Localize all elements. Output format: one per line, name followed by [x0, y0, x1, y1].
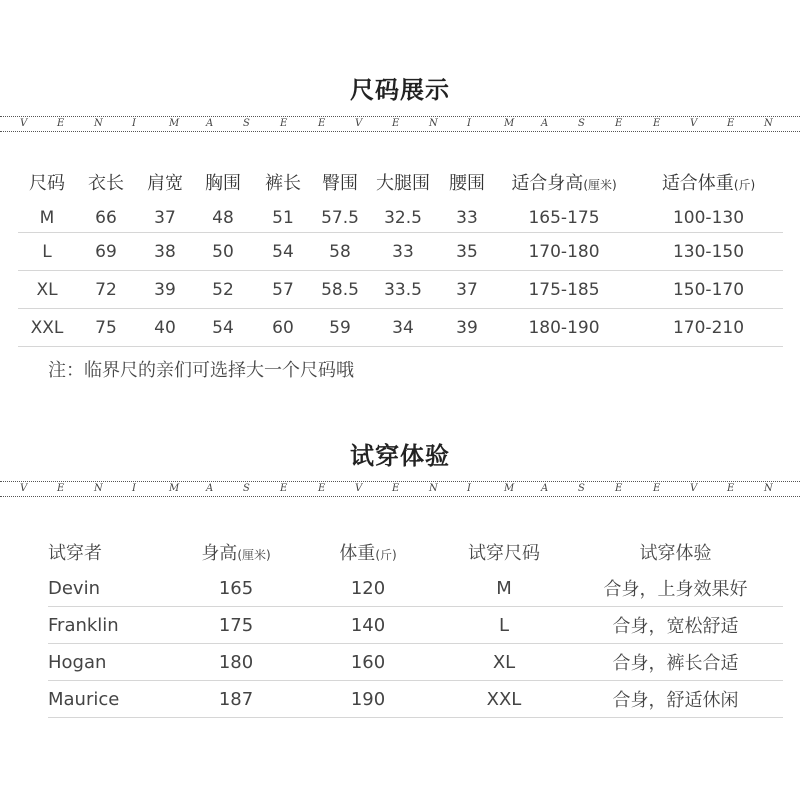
table-cell: 54 [194, 309, 252, 347]
table-cell: 39 [440, 309, 494, 347]
header-size: 尺码 [29, 173, 65, 194]
divider-letter: E [57, 118, 65, 129]
trial-title: 试穿体验 [350, 442, 450, 470]
divider-letter: N [764, 118, 773, 129]
divider-letter: A [206, 118, 214, 129]
table-cell: L [440, 607, 568, 644]
table-cell: Hogan [48, 644, 176, 681]
table-cell: 170-180 [494, 233, 634, 271]
table-cell: XXL [440, 681, 568, 718]
divider-letter: V [20, 118, 28, 129]
divider-letter: E [615, 118, 623, 129]
table-row [48, 607, 783, 644]
table-cell: 33.5 [366, 271, 440, 309]
table-cell: 52 [194, 271, 252, 309]
divider-letter: E [280, 118, 288, 129]
header-fit-weight: 适合体重(斤) [661, 173, 756, 194]
divider-letter: E [727, 118, 735, 129]
table-cell: 51 [252, 204, 314, 233]
table-cell: 34 [366, 309, 440, 347]
table-cell: 165-175 [494, 204, 634, 233]
table-cell: 160 [296, 644, 440, 681]
table-cell: Franklin [48, 607, 176, 644]
table-cell: 39 [136, 271, 194, 309]
header-length: 衣长 [88, 173, 124, 194]
header-thigh: 大腿围 [376, 173, 430, 194]
divider-letter: E [653, 483, 661, 494]
table-cell: 140 [296, 607, 440, 644]
header-hip: 臀围 [322, 173, 358, 194]
divider-letter: M [504, 483, 515, 494]
table-cell: 190 [296, 681, 440, 718]
table-cell: XXL [18, 309, 76, 347]
table-cell: L [18, 233, 76, 271]
divider-letter: E [57, 483, 65, 494]
table-cell: 120 [296, 570, 440, 607]
divider-letter: E [392, 483, 400, 494]
header-trial-experience: 试穿体验 [639, 543, 712, 564]
divider-letter: S [243, 483, 250, 494]
table-cell: M [440, 570, 568, 607]
header-weight: 体重(斤) [339, 543, 397, 564]
table-cell: 69 [76, 233, 136, 271]
table-cell: 187 [176, 681, 296, 718]
table-cell: 合身，舒适休闲 [568, 681, 783, 718]
divider-letter: E [318, 483, 326, 494]
table-cell: 32.5 [366, 204, 440, 233]
header-pants-length: 裤长 [265, 173, 301, 194]
divider-letter: V [355, 118, 363, 129]
table-cell: 50 [194, 233, 252, 271]
table-cell: 37 [136, 204, 194, 233]
table-cell: 58.5 [314, 271, 366, 309]
divider-letter: V [690, 118, 698, 129]
table-cell: 100-130 [634, 204, 783, 233]
divider-letter: I [132, 118, 136, 129]
decorative-divider [0, 481, 800, 497]
divider-letter: E [727, 483, 735, 494]
divider-letter: M [504, 118, 515, 129]
divider-letter: I [467, 118, 471, 129]
divider-letter: S [578, 118, 585, 129]
divider-letter: E [615, 483, 623, 494]
divider-letter: A [541, 118, 549, 129]
header-shoulder: 肩宽 [147, 173, 183, 194]
table-cell: 175-185 [494, 271, 634, 309]
header-height: 身高(厘米) [201, 543, 271, 564]
table-cell: 59 [314, 309, 366, 347]
divider-letter: A [206, 483, 214, 494]
table-cell: 54 [252, 233, 314, 271]
table-cell: 60 [252, 309, 314, 347]
table-cell: 57 [252, 271, 314, 309]
table-cell: 180-190 [494, 309, 634, 347]
decorative-divider [0, 116, 800, 132]
table-cell: 合身，上身效果好 [568, 570, 783, 607]
divider-letter: M [169, 118, 180, 129]
table-row [18, 233, 783, 271]
table-cell: 150-170 [634, 271, 783, 309]
table-cell: 180 [176, 644, 296, 681]
divider-letter: E [280, 483, 288, 494]
header-fit-height: 适合身高(厘米) [511, 173, 617, 194]
header-waist: 腰围 [449, 173, 485, 194]
table-cell: Devin [48, 570, 176, 607]
table-cell: Maurice [48, 681, 176, 718]
divider-letter: S [243, 118, 250, 129]
table-row [48, 681, 783, 718]
header-chest: 胸围 [205, 173, 241, 194]
divider-letter: E [392, 118, 400, 129]
table-cell: 72 [76, 271, 136, 309]
divider-letter: V [355, 483, 363, 494]
divider-letter: A [541, 483, 549, 494]
table-cell: 170-210 [634, 309, 783, 347]
divider-letter: N [429, 118, 438, 129]
divider-letter: M [169, 483, 180, 494]
table-cell: 40 [136, 309, 194, 347]
header-tester: 试穿者 [48, 543, 102, 564]
table-cell: 175 [176, 607, 296, 644]
table-cell: 130-150 [634, 233, 783, 271]
table-cell: 33 [440, 204, 494, 233]
divider-letter: N [429, 483, 438, 494]
table-cell: 58 [314, 233, 366, 271]
table-cell: M [18, 204, 76, 233]
table-row [18, 204, 783, 233]
table-cell: 48 [194, 204, 252, 233]
table-row [48, 644, 783, 681]
divider-letter: N [94, 118, 103, 129]
table-cell: 38 [136, 233, 194, 271]
table-cell: XL [18, 271, 76, 309]
table-cell: 合身，宽松舒适 [568, 607, 783, 644]
table-cell: 75 [76, 309, 136, 347]
header-trial-size: 试穿尺码 [468, 543, 540, 564]
table-row [48, 570, 783, 607]
table-cell: 37 [440, 271, 494, 309]
divider-letter: V [690, 483, 698, 494]
size-chart-table [18, 160, 783, 347]
table-row [18, 309, 783, 347]
table-cell: 57.5 [314, 204, 366, 233]
divider-letter: I [132, 483, 136, 494]
size-chart-header-row [18, 160, 783, 204]
size-chart-title: 尺码展示 [350, 76, 450, 104]
divider-letters [0, 483, 800, 495]
trial-header-row [48, 534, 783, 570]
table-row [18, 271, 783, 309]
divider-letters [0, 118, 800, 130]
table-cell: 66 [76, 204, 136, 233]
divider-letter: N [94, 483, 103, 494]
divider-letter: I [467, 483, 471, 494]
trial-table [48, 534, 783, 718]
divider-letter: N [764, 483, 773, 494]
divider-letter: E [653, 118, 661, 129]
divider-letter: E [318, 118, 326, 129]
table-cell: 合身，裤长合适 [568, 644, 783, 681]
size-note: 注：临界尺的亲们可选择大一个尺码哦 [48, 360, 354, 381]
table-cell: XL [440, 644, 568, 681]
table-cell: 35 [440, 233, 494, 271]
divider-letter: S [578, 483, 585, 494]
divider-letter: V [20, 483, 28, 494]
table-cell: 165 [176, 570, 296, 607]
table-cell: 33 [366, 233, 440, 271]
